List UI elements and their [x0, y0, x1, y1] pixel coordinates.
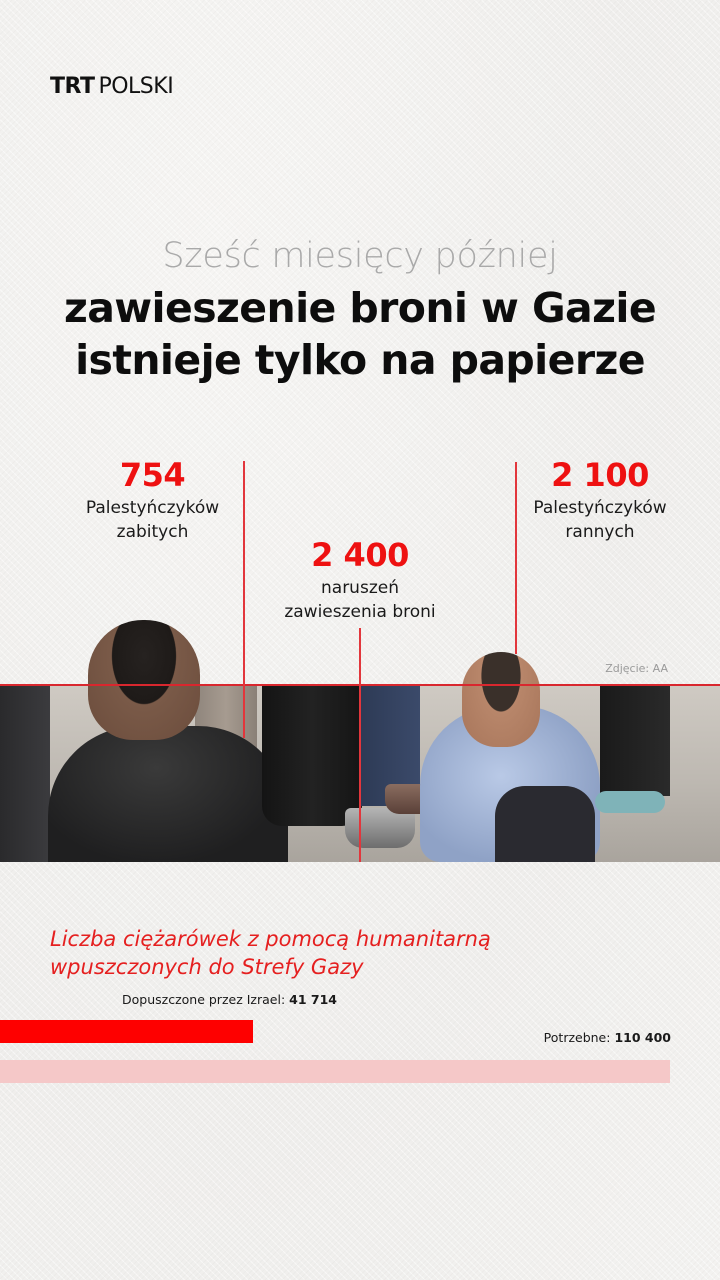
logo-trt: TRT — [50, 74, 95, 99]
stat-violations — [270, 537, 450, 624]
photo-legs — [600, 686, 670, 796]
bar-allowed — [0, 1020, 253, 1043]
logo-polski: POLSKI — [98, 74, 174, 99]
stat-label-line: Palestyńczyków — [533, 498, 667, 518]
headline-line-1: zawieszenie broni w Gazie — [63, 284, 657, 332]
trt-polski-logo — [50, 74, 173, 99]
photo-credit: Zdjęcie: AA — [605, 662, 668, 675]
chart-title-line: Liczba ciężarówek z pomocą humanitarną — [50, 927, 491, 951]
stat-value: 754 — [119, 456, 186, 494]
photo-boy-head — [88, 620, 200, 740]
divider-line-left — [243, 461, 245, 738]
photo-girl-head — [462, 652, 540, 747]
stat-wounded — [505, 457, 695, 544]
stat-label — [60, 496, 245, 544]
photo-girl-trousers — [495, 786, 595, 862]
bar-label-text: Dopuszczone przez Izrael: — [122, 992, 286, 1007]
stat-label — [270, 576, 450, 624]
bar-value: 41 714 — [289, 992, 337, 1007]
photo-boy — [48, 726, 288, 862]
bar-label-allowed — [122, 992, 337, 1007]
photo-legs — [262, 686, 362, 826]
headline-title — [0, 282, 720, 386]
headline-kicker: Sześć miesięcy później — [162, 236, 558, 276]
divider-line-right — [515, 462, 517, 654]
headline-line-2: istnieje tylko na papierze — [75, 336, 645, 384]
bar-label-text: Potrzebne: — [543, 1030, 611, 1045]
stat-label-line: zawieszenia broni — [284, 602, 436, 622]
stat-killed — [60, 457, 245, 544]
photo-pot — [345, 808, 415, 848]
chart-title — [50, 925, 491, 981]
stat-value: 2 400 — [311, 536, 409, 574]
bar-needed — [0, 1060, 670, 1083]
chart-title-line: wpuszczonych do Strefy Gazy — [50, 955, 364, 979]
stat-value: 2 100 — [551, 456, 649, 494]
photo-figure — [0, 686, 50, 862]
stat-label-line: zabitych — [116, 522, 189, 542]
photo-sandal — [595, 791, 665, 813]
stat-label-line: naruszeń — [321, 578, 399, 598]
stat-label-line: rannych — [565, 522, 635, 542]
stat-label — [505, 496, 695, 544]
divider-line-middle — [359, 628, 361, 862]
bar-value: 110 400 — [614, 1030, 671, 1045]
stat-label-line: Palestyńczyków — [85, 498, 220, 518]
bar-label-needed — [544, 1030, 671, 1045]
